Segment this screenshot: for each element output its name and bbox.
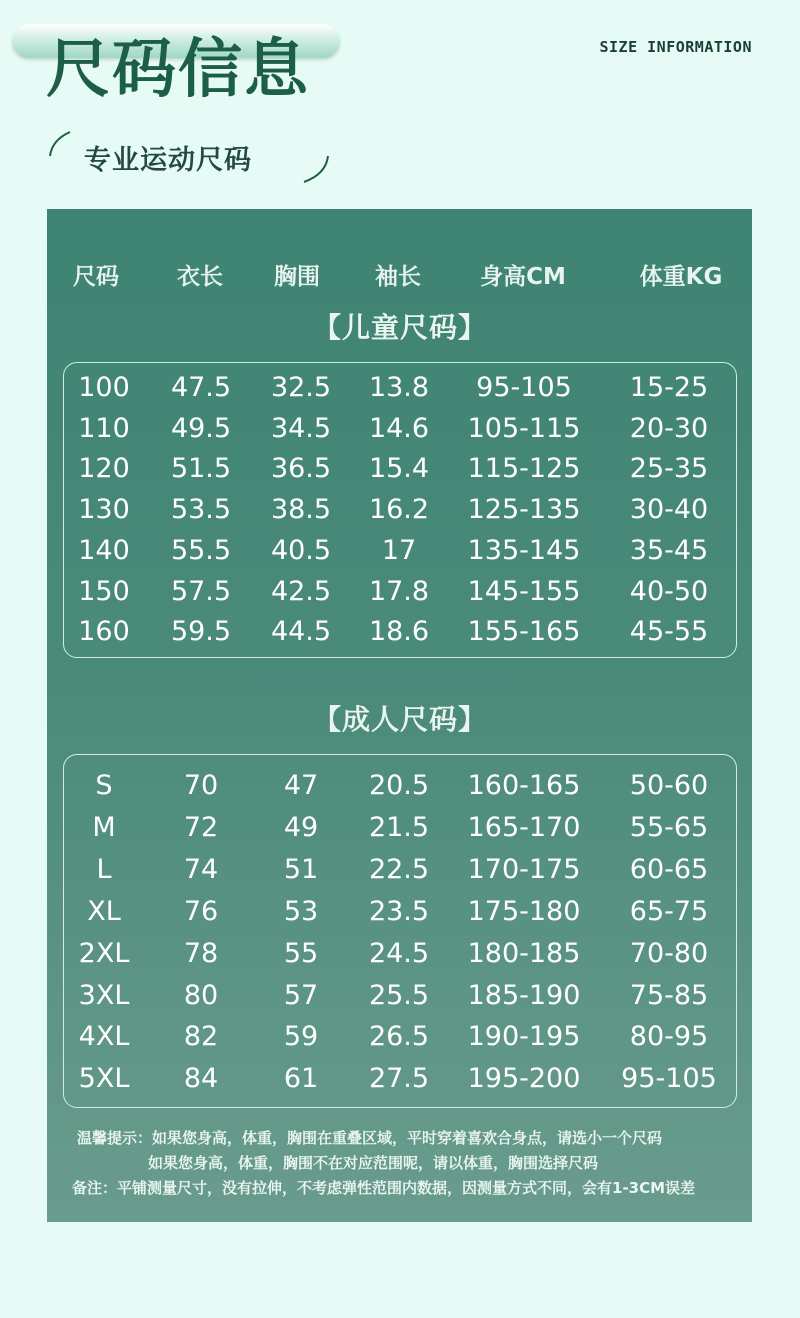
cell-height: 185-190: [467, 979, 581, 1011]
cell-weight: 20-30: [629, 412, 709, 444]
cell-size: 160: [78, 616, 130, 648]
table-row: [0, 808, 800, 848]
table-row: [0, 766, 800, 806]
cell-size: 150: [78, 575, 130, 607]
cell-chest: 34.5: [270, 412, 332, 444]
cell-sleeve: 13.8: [368, 372, 430, 403]
cell-height: 160-165: [467, 770, 581, 801]
table-row: [0, 531, 800, 571]
cell-chest: 42.5: [270, 575, 332, 607]
cell-size: 4XL: [78, 1021, 130, 1053]
cell-sleeve: 17.8: [368, 575, 430, 607]
cell-height: 135-145: [467, 534, 581, 566]
note-line-2: 如果您身高，体重，胸围不在对应范围呢，请以体重，胸围选择尺码: [148, 1154, 599, 1172]
cell-height: 125-135: [467, 494, 581, 526]
cell-weight: 70-80: [629, 937, 709, 969]
cell-size: 130: [78, 494, 130, 526]
cell-weight: 65-75: [629, 895, 709, 927]
cell-size: M: [92, 811, 116, 843]
cell-height: 155-165: [467, 616, 581, 648]
cell-height: 170-175: [467, 853, 581, 885]
table-row: [0, 612, 800, 652]
cell-sleeve: 15.4: [368, 453, 430, 485]
cell-size: S: [95, 770, 113, 801]
cell-chest: 57: [283, 979, 319, 1011]
cell-chest: 53: [283, 895, 319, 927]
cell-size: XL: [87, 895, 121, 927]
note-line-1: 温馨提示：如果您身高，体重，胸围在重叠区域，平时穿着喜欢合身点，请选小一个尺码: [77, 1129, 663, 1147]
cell-sleeve: 27.5: [368, 1063, 430, 1095]
cell-sleeve: 23.5: [368, 895, 430, 927]
cell-chest: 40.5: [270, 534, 332, 566]
cell-height: 95-105: [476, 372, 572, 403]
cell-height: 145-155: [467, 575, 581, 607]
note-line-3: 备注：平铺测量尺寸，没有拉伸，不考虑弹性范围内数据，因测量方式不同，会有1-3CM误差: [72, 1179, 696, 1197]
cell-length: 47.5: [170, 372, 232, 403]
adults-section-title: 【成人尺码】: [312, 703, 487, 736]
cell-chest: 59: [283, 1021, 319, 1053]
cell-length: 82: [183, 1021, 219, 1053]
cell-length: 72: [183, 811, 219, 843]
page-title: 尺码信息: [46, 33, 310, 107]
english-title: SIZE INFORMATION: [599, 38, 752, 56]
cell-size: 5XL: [78, 1063, 130, 1095]
cell-length: 55.5: [170, 534, 232, 566]
cell-chest: 55: [283, 937, 319, 969]
column-header-sleeve: 袖长: [375, 264, 421, 290]
cell-weight: 45-55: [629, 616, 709, 648]
cell-length: 70: [183, 770, 219, 801]
cell-chest: 38.5: [270, 494, 332, 526]
cell-chest: 61: [283, 1063, 319, 1095]
subtitle-block: [46, 128, 336, 188]
kids-section-title: 【儿童尺码】: [312, 311, 487, 344]
cell-height: 165-170: [467, 811, 581, 843]
table-row: [0, 490, 800, 530]
cell-weight: 40-50: [629, 575, 709, 607]
cell-length: 49.5: [170, 412, 232, 444]
column-header-weight: 体重KG: [639, 264, 723, 290]
cell-weight: 95-105: [621, 1063, 717, 1095]
cell-height: 195-200: [467, 1063, 581, 1095]
table-row: [0, 976, 800, 1016]
cell-length: 59.5: [170, 616, 232, 648]
cell-weight: 60-65: [629, 853, 709, 885]
cell-sleeve: 26.5: [368, 1021, 430, 1053]
cell-length: 84: [183, 1063, 219, 1095]
table-row: [0, 850, 800, 890]
table-row: [0, 1059, 800, 1099]
cell-sleeve: 24.5: [368, 937, 430, 969]
cell-weight: 15-25: [629, 372, 709, 403]
cell-weight: 25-35: [629, 453, 709, 485]
table-row: [0, 449, 800, 489]
table-row: [0, 934, 800, 974]
cell-height: 105-115: [467, 412, 581, 444]
cell-size: 140: [78, 534, 130, 566]
cell-sleeve: 25.5: [368, 979, 430, 1011]
cell-weight: 55-65: [629, 811, 709, 843]
column-header-height: 身高CM: [480, 264, 566, 290]
cell-weight: 75-85: [629, 979, 709, 1011]
table-row: [0, 892, 800, 932]
cell-length: 78: [183, 937, 219, 969]
cell-weight: 80-95: [629, 1021, 709, 1053]
cell-sleeve: 20.5: [368, 770, 430, 801]
cell-length: 57.5: [170, 575, 232, 607]
table-row: [0, 409, 800, 449]
cell-chest: 36.5: [270, 453, 332, 485]
cell-length: 53.5: [170, 494, 232, 526]
cell-size: 110: [78, 412, 130, 444]
cell-size: L: [96, 853, 112, 885]
cell-sleeve: 21.5: [368, 811, 430, 843]
table-row: [0, 368, 800, 408]
cell-height: 180-185: [467, 937, 581, 969]
cell-size: 2XL: [78, 937, 130, 969]
table-row: [0, 1017, 800, 1057]
cell-height: 175-180: [467, 895, 581, 927]
cell-size: 120: [78, 453, 130, 485]
column-header-length: 衣长: [177, 264, 223, 290]
cell-height: 190-195: [467, 1021, 581, 1053]
cell-length: 80: [183, 979, 219, 1011]
cell-length: 76: [183, 895, 219, 927]
subtitle: 专业运动尺码: [84, 145, 252, 176]
cell-chest: 51: [283, 853, 319, 885]
cell-sleeve: 17: [381, 534, 417, 566]
cell-length: 51.5: [170, 453, 232, 485]
column-header-size: 尺码: [73, 264, 119, 290]
cell-height: 115-125: [467, 453, 581, 485]
table-row: [0, 572, 800, 612]
cell-weight: 30-40: [629, 494, 709, 526]
cell-sleeve: 22.5: [368, 853, 430, 885]
cell-chest: 47: [283, 770, 319, 801]
cell-sleeve: 14.6: [368, 412, 430, 444]
cell-size: 3XL: [78, 979, 130, 1011]
cell-weight: 35-45: [629, 534, 709, 566]
cell-chest: 44.5: [270, 616, 332, 648]
cell-sleeve: 16.2: [368, 494, 430, 526]
cell-weight: 50-60: [629, 770, 709, 801]
column-header-chest: 胸围: [274, 264, 320, 290]
cell-size: 100: [78, 372, 130, 403]
cell-length: 74: [183, 853, 219, 885]
cell-chest: 49: [283, 811, 319, 843]
cell-chest: 32.5: [270, 372, 332, 403]
cell-sleeve: 18.6: [368, 616, 430, 648]
